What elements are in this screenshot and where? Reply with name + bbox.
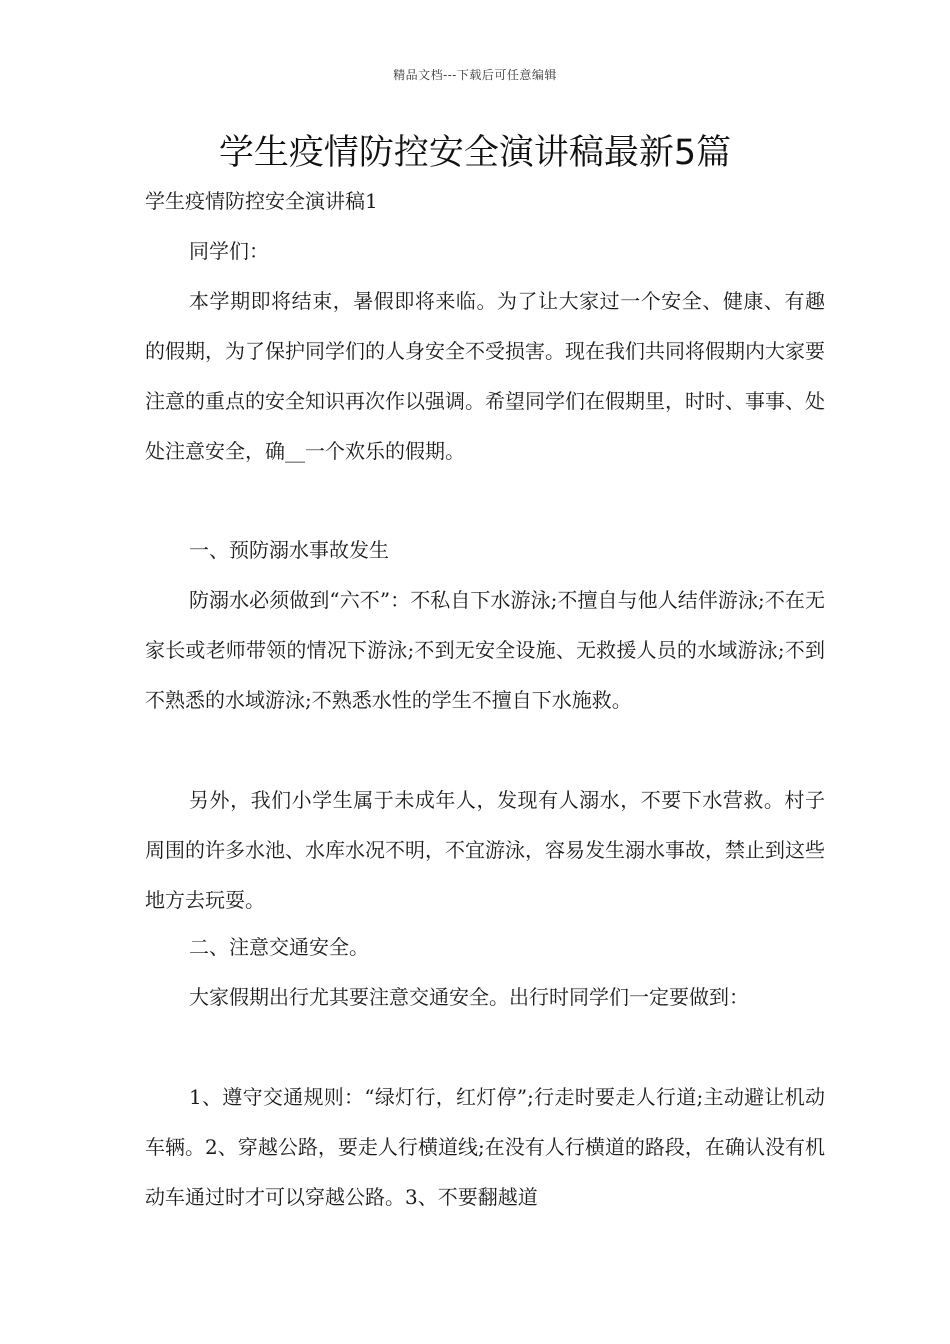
drowning-warning-paragraph: 另外，我们小学生属于未成年人，发现有人溺水，不要下水营救。村子周围的许多水池、水库水况不明，不宜游泳，容易发生溺水事故，禁止到这些地方去玩耍。 [145,788,825,912]
document-subtitle: 学生疫情防控安全演讲稿1 [145,189,378,213]
document-title: 学生疫情防控安全演讲稿最新5篇 [218,133,732,173]
header-note: 精品文档---下载后可任意编辑 [393,68,557,82]
intro-paragraph: 本学期即将结束，暑假即将来临。为了让大家过一个安全、健康、有趣的假期，为了保护同学们的人身安全不受损害。现在我们共同将假期内大家要注意的重点的安全知识再次作以强调。希望同学们在假期里，时时、事事、处处注意安全，确__一个欢乐的假期。 [145,289,825,463]
section-heading-drowning: 一、预防溺水事故发生 [189,538,389,562]
traffic-rules-paragraph: 1、遵守交通规则：“绿灯行，红灯停”;行走时要走人行道;主动避让机动车辆。2、穿越公路，要走人行横道线;在没有人行横道的路段，在确认没有机动车通过时才可以穿越公路。3、不要翻越道 [145,1085,825,1209]
traffic-intro-paragraph: 大家假期出行尤其要注意交通安全。出行时同学们一定要做到： [189,985,749,1009]
drowning-rules-paragraph: 防溺水必须做到“六不”：不私自下水游泳;不擅自与他人结伴游泳;不在无家长或老师带领的情况下游泳;不到无安全设施、无救援人员的水域游泳;不到不熟悉的水域游泳;不熟悉水性的学生不擅自下水施救。 [145,588,825,712]
section-heading-traffic: 二、注意交通安全。 [189,935,369,959]
greeting-paragraph: 同学们： [189,239,269,263]
